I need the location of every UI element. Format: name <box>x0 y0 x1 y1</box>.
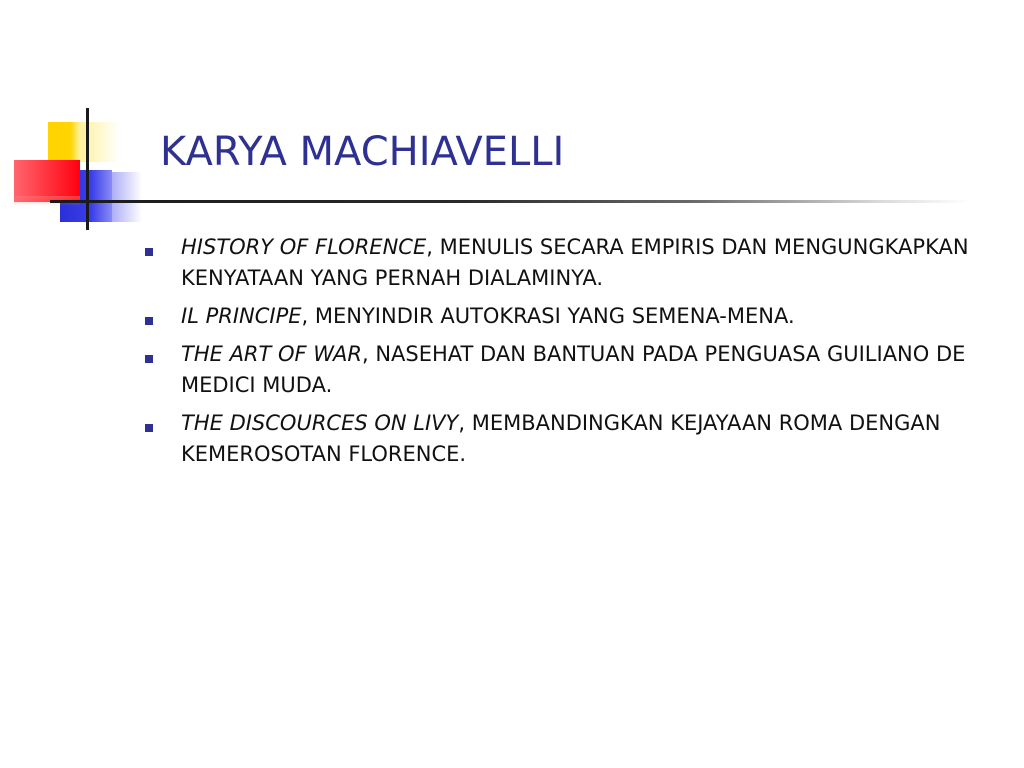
work-title: HISTORY OF FLORENCE <box>181 235 427 259</box>
square-bullet-icon <box>145 317 153 325</box>
square-bullet-icon <box>145 424 153 432</box>
bullet-item <box>140 408 980 470</box>
work-title: IL PRINCIPE <box>181 304 302 328</box>
title-underline-rule <box>50 200 970 203</box>
work-description: , NASEHAT DAN BANTUAN PADA PENGUASA GUILIANO DE MEDICI MUDA. <box>181 342 966 397</box>
corner-ornament <box>0 0 180 240</box>
work-title: THE ART OF WAR <box>181 342 362 366</box>
work-description: , MENYINDIR AUTOKRASI YANG SEMENA-MENA. <box>301 304 795 328</box>
square-bullet-icon <box>145 355 153 363</box>
bullet-list <box>140 232 980 477</box>
work-description: , MENULIS SECARA EMPIRIS DAN MENGUNGKAPKAN KENYATAAN YANG PERNAH DIALAMINYA. <box>181 235 969 290</box>
bullet-item <box>140 339 980 401</box>
square-bullet-icon <box>145 248 153 256</box>
work-title: THE DISCOURCES ON LIVY <box>181 411 459 435</box>
blue-block-fade <box>112 172 142 222</box>
bullet-item <box>140 232 980 294</box>
work-description: , MEMBANDINGKAN KEJAYAAN ROMA DENGAN KEMEROSOTAN FLORENCE. <box>181 411 941 466</box>
vertical-rule <box>86 108 89 230</box>
bullet-item <box>140 301 980 332</box>
slide-title: KARYA MACHIAVELLI <box>160 129 565 175</box>
